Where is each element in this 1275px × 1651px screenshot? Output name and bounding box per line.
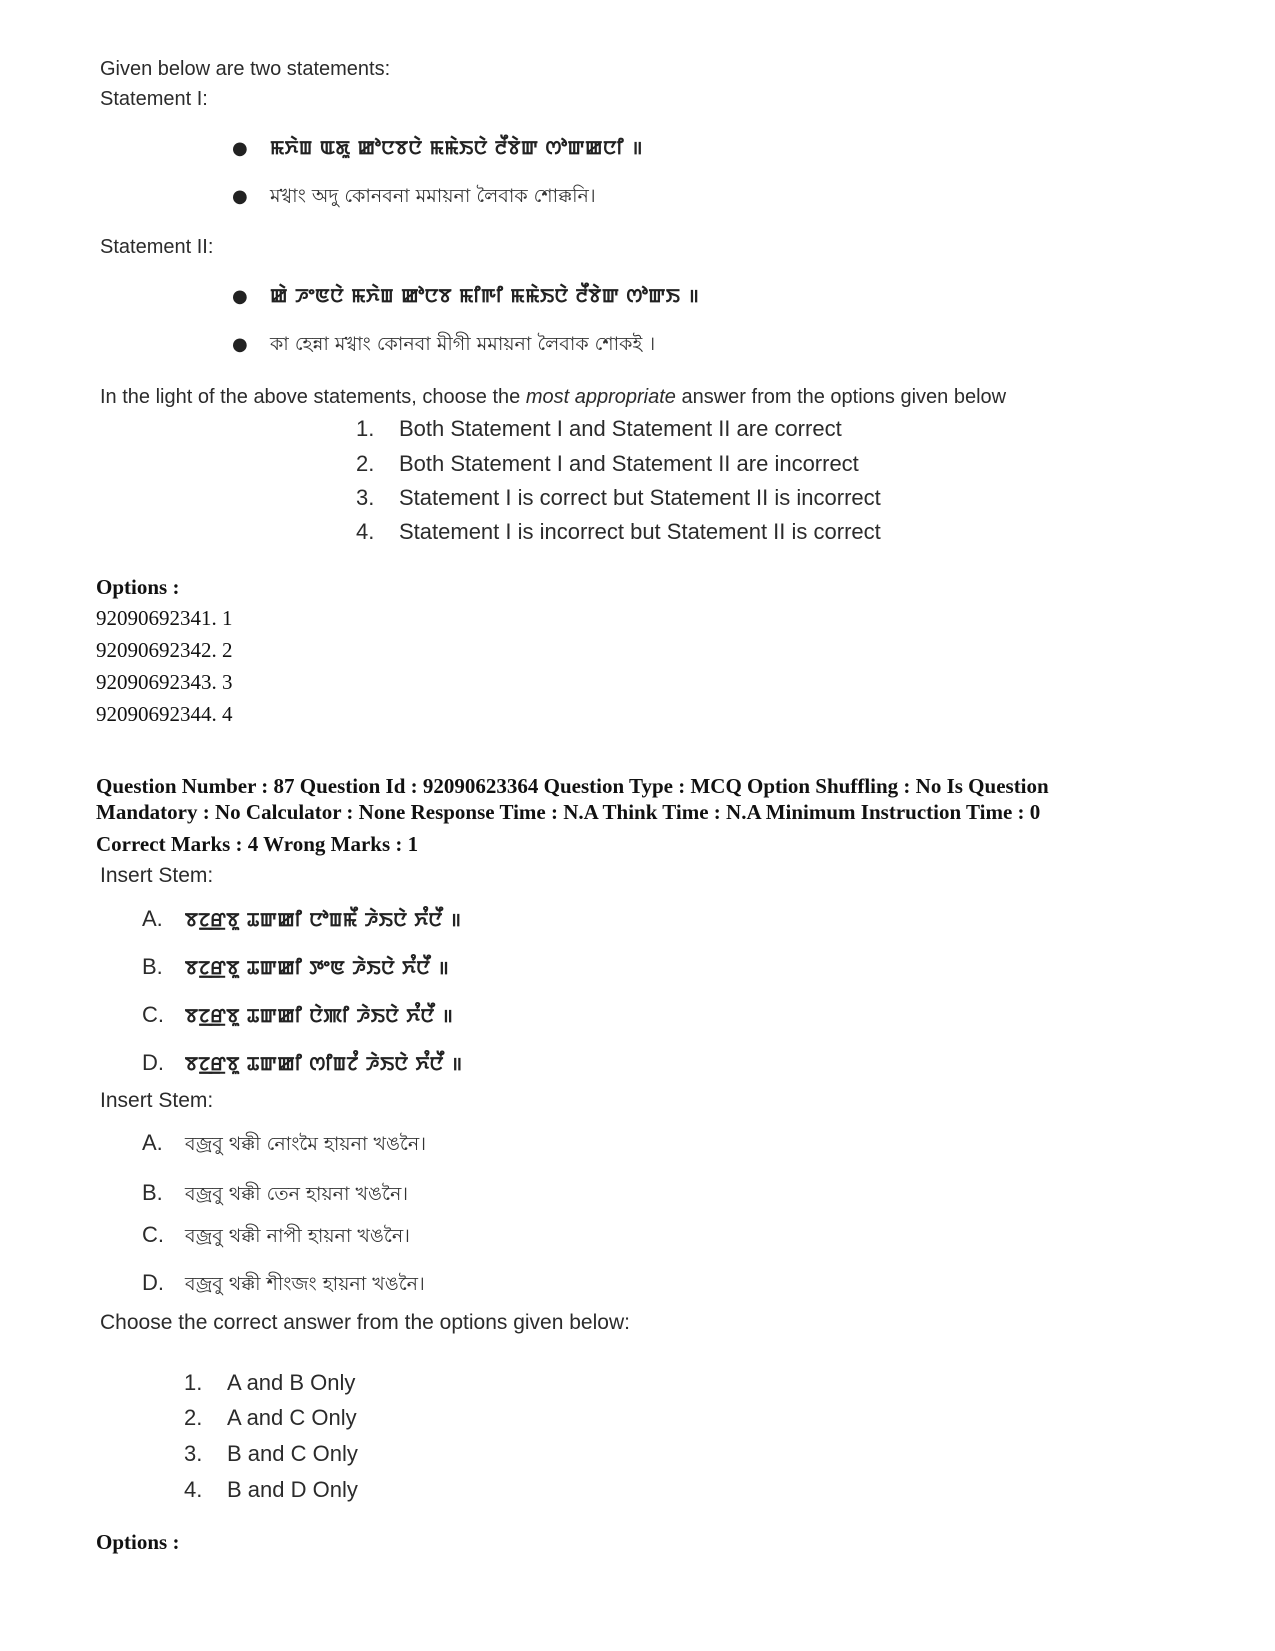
stem-letter: D. bbox=[142, 1050, 164, 1075]
instruction-pre: In the light of the above statements, choose the bbox=[100, 386, 526, 408]
choice-number: 2. bbox=[184, 1405, 203, 1430]
choice-number: 3. bbox=[356, 485, 375, 510]
option-item: 92090692344. 4 bbox=[96, 702, 233, 726]
intro-text: Given below are two statements: bbox=[100, 58, 391, 80]
stem-item-meitei: ꯕꯖ꯭ꯔꯕꯨ ꯊꯛꯀꯤ ꯅꯥꯄꯤ ꯍꯥꯏꯅꯥ ꯈꯪꯅꯩ ॥ bbox=[185, 1005, 454, 1027]
stem-letter: C. bbox=[142, 1222, 164, 1247]
statement-1-bengali: মখ্বাং অদু কোনবনা মমায়না লৈবাক শোক্কনি। bbox=[270, 185, 596, 207]
stem-letter: B. bbox=[142, 954, 163, 979]
choice-number: 1. bbox=[356, 416, 375, 441]
choice-text: A and C Only bbox=[227, 1405, 357, 1430]
instruction-emphasis: most appropriate bbox=[525, 386, 676, 408]
stem-item-bengali: বজ্রবু থক্কী নাপী হায়না খঙনৈ। bbox=[185, 1225, 410, 1247]
bullet-icon: ● bbox=[232, 286, 248, 307]
bullet-icon: ● bbox=[232, 138, 248, 159]
stem-letter: C. bbox=[142, 1002, 164, 1027]
choice-number: 1. bbox=[184, 1370, 203, 1395]
option-item: 92090692342. 2 bbox=[96, 638, 233, 662]
insert-stem-label: Insert Stem: bbox=[100, 864, 214, 887]
stem-item-bengali: বজ্রবু থক্কী নোংমৈ হায়না খঙনৈ। bbox=[185, 1133, 427, 1155]
statement-2-bengali: কা হেন্না মখ্বাং কোনবা মীগী মমায়না লৈবাক শোকই । bbox=[270, 333, 656, 355]
choice-text: B and D Only bbox=[227, 1477, 358, 1502]
stem-letter: A. bbox=[142, 1130, 163, 1155]
choice-text: B and C Only bbox=[227, 1441, 358, 1466]
option-item: 92090692343. 3 bbox=[96, 670, 233, 694]
choice-number: 2. bbox=[356, 451, 375, 476]
bullet-icon: ● bbox=[232, 186, 248, 207]
options-label: Options : bbox=[96, 1530, 180, 1554]
choice-text: Both Statement I and Statement II are correct bbox=[399, 416, 842, 441]
stem-letter: B. bbox=[142, 1180, 163, 1205]
choice-number: 4. bbox=[184, 1477, 203, 1502]
instruction-text bbox=[100, 386, 1006, 409]
stem-item-bengali: বজ্রবু থক্কী শীংজং হায়না খঙনৈ। bbox=[185, 1273, 425, 1295]
choice-text: Statement I is correct but Statement II is incorrect bbox=[399, 485, 881, 510]
insert-stem-label: Insert Stem: bbox=[100, 1089, 214, 1112]
question-meta-line-3: Correct Marks : 4 Wrong Marks : 1 bbox=[96, 832, 419, 856]
choice-number: 4. bbox=[356, 519, 375, 544]
options-label: Options : bbox=[96, 575, 180, 599]
instruction-post: answer from the options given below bbox=[675, 386, 1007, 408]
question-meta-line-1: Question Number : 87 Question Id : 92090623364 Question Type : MCQ Option Shuffling : No Is Question bbox=[96, 774, 1049, 798]
choose-instruction: Choose the correct answer from the options given below: bbox=[100, 1311, 630, 1334]
statement-1-meitei: ꯃꯈꯥꯡ ꯑꯗꯨ ꯀꯣꯅꯕꯅꯥ ꯃꯃꯥꯏꯅꯥ ꯂꯩꯕꯥꯛ ꯁꯣꯛꯀꯅꯤ ॥ bbox=[270, 137, 643, 159]
stem-item-meitei: ꯕꯖ꯭ꯔꯕꯨ ꯊꯛꯀꯤ ꯁꯤꯡꯖꯪ ꯍꯥꯏꯅꯥ ꯈꯪꯅꯩ ॥ bbox=[185, 1053, 463, 1075]
statement-1-label: Statement I: bbox=[100, 88, 208, 110]
question-meta-line-2: Mandatory : No Calculator : None Response Time : N.A Think Time : N.A Minimum Instruction Time : 0 bbox=[96, 800, 1041, 824]
stem-item-meitei: ꯕꯖ꯭ꯔꯕꯨ ꯊꯛꯀꯤ ꯇꯦꯟ ꯍꯥꯏꯅꯥ ꯈꯪꯅꯩ ॥ bbox=[185, 957, 450, 979]
stem-item-meitei: ꯕꯖ꯭ꯔꯕꯨ ꯊꯛꯀꯤ ꯅꯣꯡꯃꯩ ꯍꯥꯏꯅꯥ ꯈꯪꯅꯩ ॥ bbox=[185, 909, 462, 931]
choice-text: Statement I is incorrect but Statement II is correct bbox=[399, 519, 881, 544]
choice-number: 3. bbox=[184, 1441, 203, 1466]
stem-letter: A. bbox=[142, 906, 163, 931]
stem-item-bengali: বজ্রবু থক্কী তেন হায়না খঙনৈ। bbox=[185, 1183, 409, 1205]
choice-text: Both Statement I and Statement II are incorrect bbox=[399, 451, 859, 476]
statement-2-meitei: ꯀꯥ ꯍꯦꯟꯅꯥ ꯃꯈꯥꯡ ꯀꯣꯅꯕ ꯃꯤꯒꯤ ꯃꯃꯥꯏꯅꯥ ꯂꯩꯕꯥꯛ ꯁꯣꯛꯏ ॥ bbox=[270, 285, 700, 307]
choice-text: A and B Only bbox=[227, 1370, 356, 1395]
statement-2-label: Statement II: bbox=[100, 236, 214, 258]
option-item: 92090692341. 1 bbox=[96, 606, 233, 630]
bullet-icon: ● bbox=[232, 334, 248, 355]
stem-letter: D. bbox=[142, 1270, 164, 1295]
